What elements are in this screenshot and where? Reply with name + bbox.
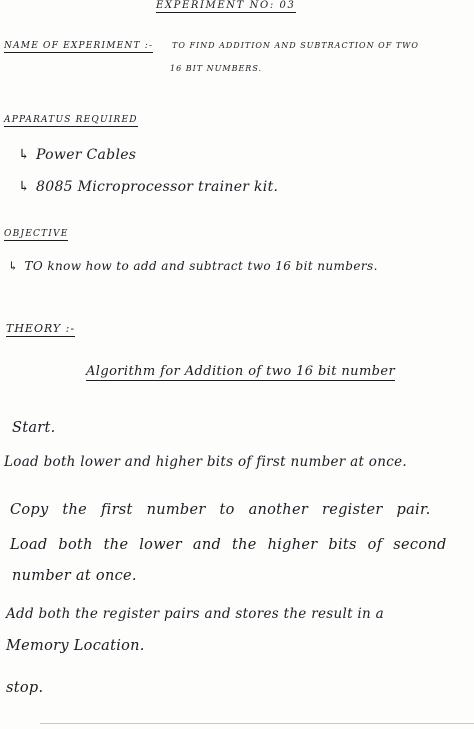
- theory-line-stop: stop.: [6, 680, 44, 696]
- name-of-experiment-line-1: TO FIND ADDITION AND SUBTRACTION OF TWO: [172, 41, 419, 50]
- theory-line-memory-location: Memory Location.: [6, 638, 145, 654]
- name-of-experiment-label: NAME OF EXPERIMENT :-: [4, 41, 154, 51]
- theory-heading: THEORY :-: [6, 322, 76, 335]
- theory-line-add: Add both the register pairs and stores the result in a: [6, 606, 384, 622]
- objective-heading: OBJECTIVE: [4, 229, 69, 239]
- theory-line-load-second: Load both the lower and the higher bits of second: [10, 537, 447, 553]
- theory-line-start: Start.: [12, 420, 56, 436]
- objective-text: TO know how to add and subtract two 16 bit numbers.: [24, 259, 378, 273]
- apparatus-item-trainer-kit: [18, 179, 278, 195]
- apparatus-item-text: 8085 Microprocessor trainer kit.: [36, 179, 279, 195]
- apparatus-item-power-cables: [18, 147, 136, 163]
- apparatus-heading: APPARATUS REQUIRED: [4, 115, 138, 125]
- algorithm-title: Algorithm for Addition of two 16 bit number: [86, 364, 396, 379]
- theory-line-load-first: Load both lower and higher bits of first number at once.: [4, 454, 407, 470]
- experiment-number-heading: EXPERIMENT NO: 03: [156, 0, 296, 11]
- theory-line-number-at-once: number at once.: [12, 568, 137, 584]
- page-bottom-rule: [40, 723, 474, 724]
- name-of-experiment-line-2: 16 BIT NUMBERS.: [170, 64, 263, 73]
- theory-line-copy: Copy the first number to another register pair.: [10, 502, 431, 518]
- objective-text-line: [8, 259, 378, 273]
- arrow-icon: ↳: [18, 179, 31, 195]
- arrow-icon: ↳: [8, 259, 19, 273]
- arrow-icon: ↳: [18, 147, 31, 163]
- apparatus-item-text: Power Cables: [36, 147, 137, 163]
